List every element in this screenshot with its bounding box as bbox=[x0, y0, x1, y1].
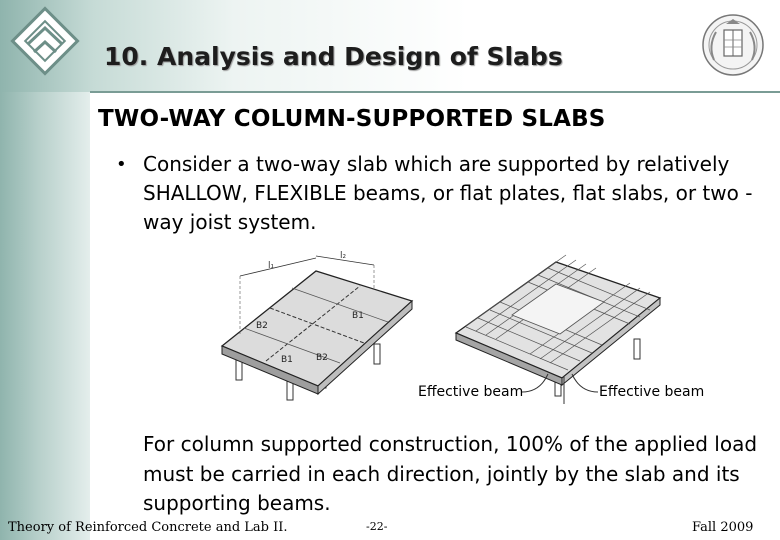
beam-label-b2-bottom: B2 bbox=[316, 353, 328, 363]
section-heading: TWO-WAY COLUMN-SUPPORTED SLABS bbox=[98, 106, 606, 132]
bullet-marker: • bbox=[116, 154, 127, 175]
beam-supported-slab-figure bbox=[222, 251, 412, 400]
header-rule bbox=[90, 91, 780, 93]
beam-label-b1-right: B1 bbox=[352, 311, 364, 321]
effective-beam-label-left: Effective beam bbox=[418, 384, 524, 400]
slide-title: 10. Analysis and Design of Slabs bbox=[104, 42, 563, 71]
university-seal-icon bbox=[700, 10, 766, 80]
footer-page-number: -22- bbox=[366, 520, 388, 533]
brand-logo-icon bbox=[8, 4, 82, 82]
bullet-text: Consider a two-way slab which are supported by relatively SHALLOW, FLEXIBLE beams, or flat plates, flat slabs, or two -way joist system. bbox=[143, 152, 753, 234]
dim-label-l1: l₁ bbox=[268, 261, 275, 271]
footer-term: Fall 2009 bbox=[692, 520, 754, 535]
beam-label-b2-top: B2 bbox=[256, 321, 268, 331]
beam-label-b1-left: B1 bbox=[281, 355, 293, 365]
footer-course-title: Theory of Reinforced Concrete and Lab II. bbox=[8, 520, 288, 535]
dim-label-l2: l₂ bbox=[340, 251, 347, 261]
body-paragraph: For column supported construction, 100% of the applied load must be carried in each direction, jointly by the slab and its supporting beams. bbox=[143, 432, 758, 515]
joist-slab-figure bbox=[456, 255, 660, 396]
effective-beam-label-right: Effective beam bbox=[599, 384, 705, 400]
